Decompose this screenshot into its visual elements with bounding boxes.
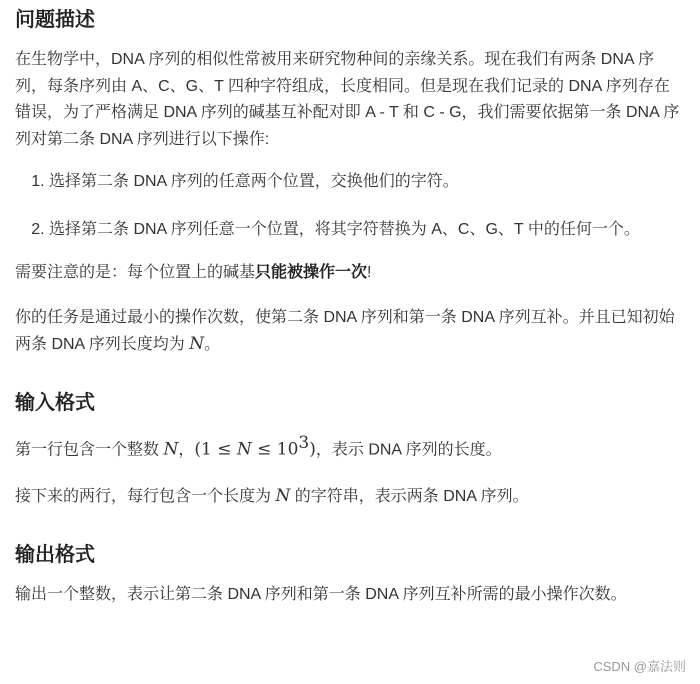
- note-text: 需要注意的是：每个位置上的碱基: [15, 264, 256, 281]
- input-text: ，: [178, 440, 195, 458]
- math-constraint: ≤ 10: [251, 438, 299, 459]
- note-suffix: !: [367, 264, 372, 281]
- section-title-problem: 问题描述: [15, 9, 95, 31]
- math-constraint: ): [309, 438, 316, 459]
- task-end: 。: [204, 336, 221, 353]
- math-exponent: 3: [298, 432, 310, 453]
- math-var-n: N: [189, 334, 205, 354]
- section-title-output: 输出格式: [15, 543, 95, 566]
- output-line-1: 输出一个整数，表示让第二条 DNA 序列和第一条 DNA 序列互补所需的最小操作次数。: [15, 585, 627, 603]
- operation-item: 1. 选择第二条 DNA 序列的任意两个位置，交换他们的字符。: [49, 169, 683, 196]
- input-text: 的字符串，表示两条 DNA 序列。: [290, 488, 529, 506]
- operation-item: 2. 选择第二条 DNA 序列任意一个位置，将其字符替换为 A、C、G、T 中的任何一个。: [49, 217, 683, 244]
- operations-list: [15, 169, 683, 243]
- task-text: 你的任务是通过最小的操作次数，使第二条 DNA 序列和第一条 DNA 序列互补。并且已知初始两条 DNA 序列长度均为: [15, 308, 675, 353]
- input-text: 接下来的两行，每行包含一个长度为: [15, 488, 276, 506]
- task-paragraph: [15, 305, 683, 359]
- input-text: ，表示 DNA 序列的长度。: [315, 440, 502, 458]
- math-var-n: N: [275, 486, 291, 507]
- note-paragraph: [15, 260, 683, 287]
- input-text: 第一行包含一个整数: [15, 440, 164, 458]
- math-var-n: N: [236, 438, 252, 459]
- section-title-input: 输入格式: [15, 391, 95, 414]
- math-var-n: N: [163, 438, 179, 459]
- input-line-2: [15, 483, 683, 511]
- watermark: CSDN @嘉法则: [593, 659, 686, 674]
- input-line-1: [15, 430, 683, 464]
- problem-intro: 在生物学中，DNA 序列的相似性常被用来研究物种间的亲缘关系。现在我们有两条 DNA 序列，每条序列由 A、C、G、T 四种字符组成，长度相同。但是现在我们记录的 DNA 序列存在错误，为了严格满足 DNA 序列的碱基互补配对即 A - T 和 C - G，我们需要依据第一条 DNA 序列对第二条 DNA 序列进行以下操作:: [15, 51, 680, 148]
- math-constraint: (1 ≤: [194, 438, 237, 459]
- note-emphasis: 只能被操作一次: [255, 264, 368, 281]
